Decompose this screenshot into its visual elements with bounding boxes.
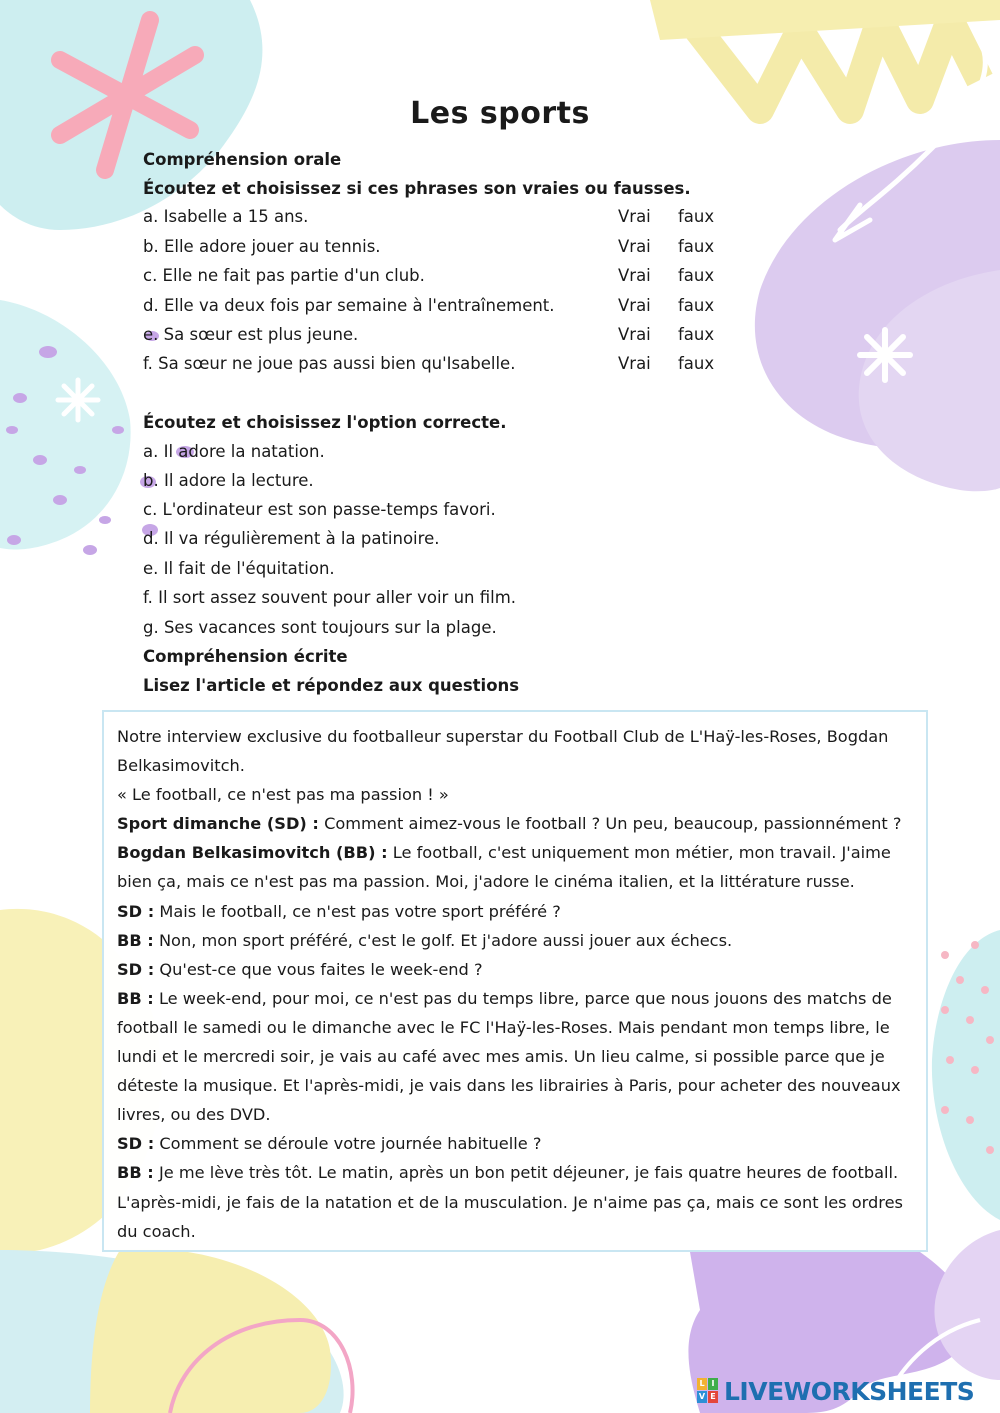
tf-statement-c: c. Elle ne fait pas partie d'un club. xyxy=(143,266,425,285)
speaker-label: SD : xyxy=(117,959,155,979)
faux-option-f[interactable]: faux xyxy=(678,354,715,373)
tf-statement-d: d. Elle va deux fois par semaine à l'entraînement. xyxy=(143,296,555,315)
dialogue-line xyxy=(117,897,914,926)
vrai-option-c[interactable]: Vrai xyxy=(618,266,651,285)
faux-option-a[interactable]: faux xyxy=(678,207,715,226)
speaker-label: BB : xyxy=(117,930,154,950)
option-c[interactable]: c. L'ordinateur est son passe-temps favori. xyxy=(143,500,496,519)
section-heading-oral: Compréhension orale xyxy=(143,150,342,169)
dialogue-text: Comment se déroule votre journée habituelle ? xyxy=(154,1134,542,1154)
tf-statement-a: a. Isabelle a 15 ans. xyxy=(143,207,309,226)
dialogue-line xyxy=(117,809,914,838)
speaker-label: Bogdan Belkasimovitch (BB) : xyxy=(117,843,388,863)
option-a[interactable]: a. Il adore la natation. xyxy=(143,442,325,461)
option-f[interactable]: f. Il sort assez souvent pour aller voir un film. xyxy=(143,588,517,607)
faux-option-b[interactable]: faux xyxy=(678,237,715,256)
dialogue-line xyxy=(117,1158,914,1245)
article-intro: Notre interview exclusive du footballeur superstar du Football Club de L'Haÿ-les-Roses, Bogdan Belkasimovitch. xyxy=(117,727,889,776)
vrai-option-f[interactable]: Vrai xyxy=(618,354,651,373)
dialogue-text: Je me lève très tôt. Le matin, après un bon petit déjeuner, je fais quatre heures de football. L'après-midi, je fais de la natation et de la musculation. Je n'aime pas ça, mais ce sont les ordres du coach. xyxy=(117,1163,903,1241)
tf-statement-e: e. Sa sœur est plus jeune. xyxy=(143,325,359,344)
dialogue-line xyxy=(117,926,914,955)
brand-name: LIVEWORKSHEETS xyxy=(724,1376,975,1406)
instruction-read-article: Lisez l'article et répondez aux questions xyxy=(143,676,520,695)
vrai-option-e[interactable]: Vrai xyxy=(618,325,651,344)
dialogue-line xyxy=(117,984,914,1129)
dialogue-text: Qu'est-ce que vous faites le week-end ? xyxy=(154,959,483,979)
logo-letter: V xyxy=(698,1392,706,1401)
faux-option-d[interactable]: faux xyxy=(678,296,715,315)
faux-option-e[interactable]: faux xyxy=(678,325,715,344)
vrai-option-b[interactable]: Vrai xyxy=(618,237,651,256)
vrai-option-a[interactable]: Vrai xyxy=(618,207,651,226)
dialogue-text: Mais le football, ce n'est pas votre sport préféré ? xyxy=(154,901,561,921)
instruction-true-false: Écoutez et choisissez si ces phrases son vraies ou fausses. xyxy=(143,179,691,198)
article-box xyxy=(102,710,928,1252)
option-d[interactable]: d. Il va régulièrement à la patinoire. xyxy=(143,529,440,548)
faux-option-c[interactable]: faux xyxy=(678,266,715,285)
dialogue-line xyxy=(117,1129,914,1158)
dialogue-line xyxy=(117,955,914,984)
dialogue-text: Le football, c'est uniquement mon métier, mon travail. J'aime bien ça, mais ce n'est pas ma passion. Moi, j'adore le cinéma italien, et la littérature russe. xyxy=(117,843,891,892)
vrai-option-d[interactable]: Vrai xyxy=(618,296,651,315)
liveworksheets-brand[interactable] xyxy=(697,1374,974,1408)
speaker-label: SD : xyxy=(117,1134,155,1154)
speaker-label: Sport dimanche (SD) : xyxy=(117,814,319,834)
tf-statement-b: b. Elle adore jouer au tennis. xyxy=(143,237,381,256)
dialogue-text: Non, mon sport préféré, c'est le golf. Et j'adore aussi jouer aux échecs. xyxy=(153,930,733,950)
option-e[interactable]: e. Il fait de l'équitation. xyxy=(143,559,335,578)
instruction-correct-option: Écoutez et choisissez l'option correcte. xyxy=(143,413,507,432)
dialogue-text: Comment aimez-vous le football ? Un peu, beaucoup, passionnément ? xyxy=(318,814,902,834)
logo-letter: L xyxy=(697,1378,707,1390)
page-title: Les sports xyxy=(410,96,590,131)
logo-letter: I xyxy=(708,1378,718,1390)
speaker-label: BB : xyxy=(117,1163,154,1183)
dialogue-text: Le week-end, pour moi, ce n'est pas du temps libre, parce que nous jouons des matchs de football le samedi ou le dimanche avec le FC l'Haÿ-les-Roses. Mais pendant mon temps libre, le lundi et le mercredi soir, je vais au café avec mes amis. Un lieu calme, si possible parce que je déteste la musique. Et l'après-midi, je vais dans les librairies à Paris, pour acheter des nouveaux livres, ou des DVD. xyxy=(117,988,901,1125)
tf-statement-f: f. Sa sœur ne joue pas aussi bien qu'Isabelle. xyxy=(143,354,516,373)
liveworksheets-logo-icon xyxy=(697,1378,719,1404)
article-quote: « Le football, ce n'est pas ma passion ! » xyxy=(117,785,449,805)
option-g[interactable]: g. Ses vacances sont toujours sur la plage. xyxy=(143,618,497,637)
option-b[interactable]: b. Il adore la lecture. xyxy=(143,471,314,490)
section-heading-written: Compréhension écrite xyxy=(143,647,348,666)
speaker-label: BB : xyxy=(117,988,154,1008)
logo-letter: E xyxy=(708,1391,718,1403)
speaker-label: SD : xyxy=(117,901,155,921)
dialogue-line xyxy=(117,838,914,896)
